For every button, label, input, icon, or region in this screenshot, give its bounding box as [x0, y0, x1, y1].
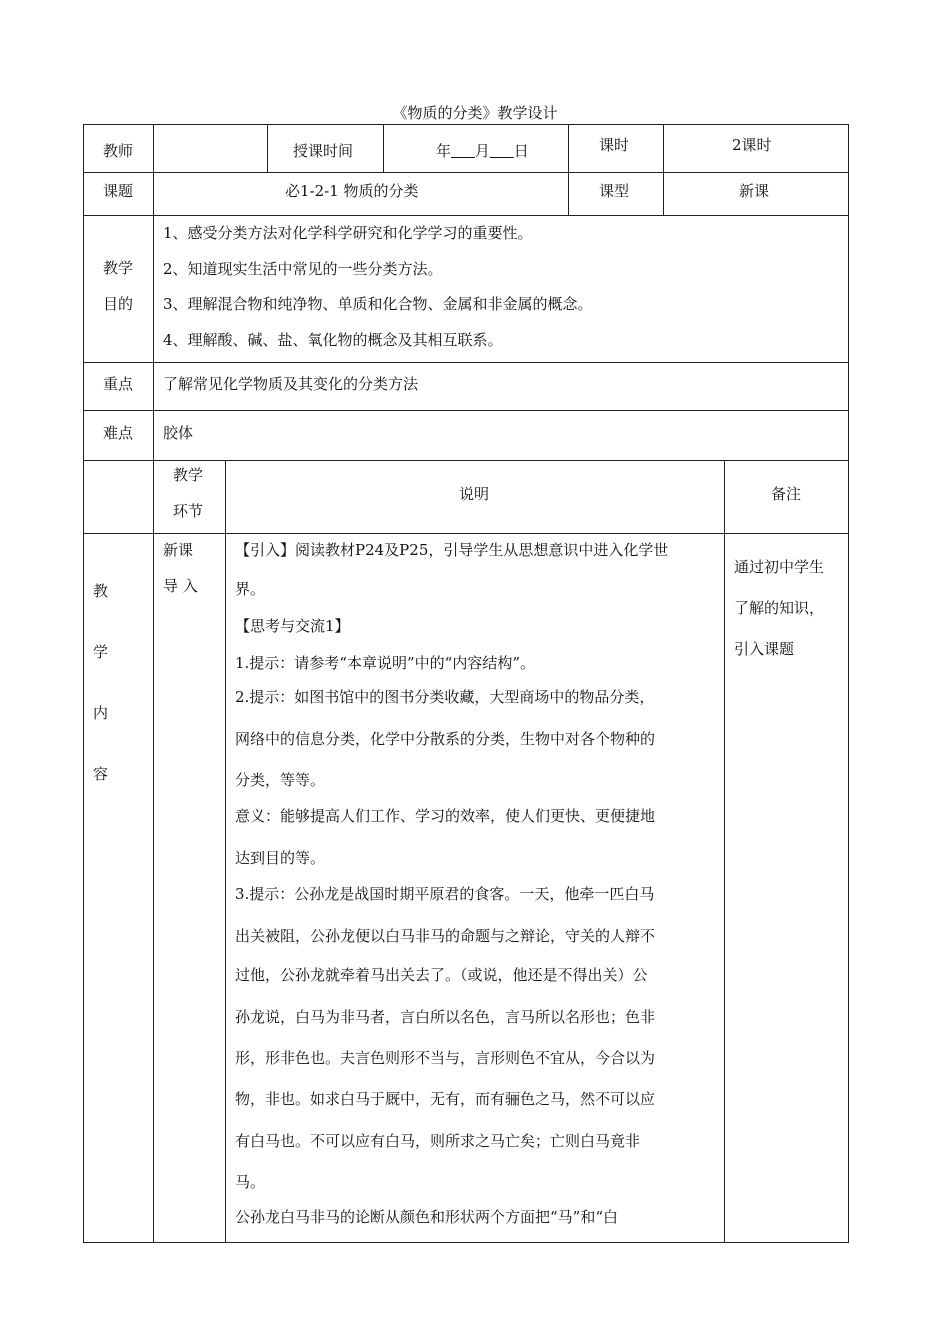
stage-name-1: 新课	[163, 541, 194, 559]
content-line: 物，非也。如求白马于厩中，无有，而有骊色之马，然不可以应	[235, 1090, 656, 1108]
content-line: 意义：能够提高人们工作、学习的效率，使人们更快、更便捷地	[235, 807, 656, 825]
type-label: 课型	[599, 182, 630, 200]
content-line: 3.提示：公孙龙是战国时期平原君的食客。一天，他牵一匹白马	[235, 885, 655, 903]
side-char: 内	[93, 704, 109, 722]
key-point-label: 重点	[103, 375, 134, 393]
side-char: 教	[93, 582, 109, 600]
topic-label: 课题	[103, 182, 134, 200]
objective-item: 4、理解酸、碱、盐、氧化物的概念及其相互联系。	[163, 331, 503, 349]
type-value: 新课	[739, 182, 770, 200]
side-char: 容	[93, 765, 109, 783]
content-line: 过他，公孙龙就牵着马出关去了。（或说，他还是不得出关）公	[235, 966, 648, 984]
content-line: 孙龙说，白马为非马者，言白所以名色，言马所以名形也；色非	[235, 1008, 656, 1026]
content-line: 分类，等等。	[235, 771, 326, 789]
stage-header-1: 教学	[173, 466, 204, 484]
content-line: 马。	[235, 1173, 266, 1191]
note-line: 了解的知识，	[734, 599, 825, 617]
objective-item: 3、理解混合物和纯净物、单质和化合物、金属和非金属的概念。	[163, 295, 593, 313]
side-char: 学	[93, 643, 109, 661]
objectives-label-1: 教学	[103, 259, 134, 277]
difficulty-value: 胶体	[163, 424, 194, 442]
page-title: 《物质的分类》教学设计	[392, 104, 558, 122]
note-header: 备注	[771, 485, 802, 503]
note-line: 引入课题	[734, 640, 795, 658]
date-day: 日	[513, 142, 529, 160]
date-field	[436, 140, 529, 161]
date-month: 月	[474, 142, 490, 160]
teacher-label: 教师	[103, 142, 134, 160]
content-line: 1.提示：请参考“本章说明”中的“内容结构”。	[235, 654, 535, 672]
content-line: 公孙龙白马非马的论断从颜色和形状两个方面把“马”和“白	[235, 1208, 619, 1226]
content-line: 出关被阻，公孙龙便以白马非马的命题与之辩论，守关的人辩不	[235, 927, 656, 945]
time-label: 授课时间	[293, 142, 354, 160]
content-line: 有白马也。不可以应有白马，则所求之马亡矣；亡则白马竟非	[235, 1132, 641, 1150]
desc-header: 说明	[459, 485, 490, 503]
key-point-value: 了解常见化学物质及其变化的分类方法	[163, 375, 419, 393]
content-line: 【思考与交流1】	[235, 617, 350, 635]
content-line: 【引入】阅读教材P24及P25，引导学生从思想意识中进入化学世	[235, 541, 669, 559]
objective-item: 2、知道现实生活中常见的一些分类方法。	[163, 260, 443, 278]
difficulty-label: 难点	[103, 424, 134, 442]
period-value: 2课时	[732, 136, 772, 154]
period-label: 课时	[599, 136, 630, 154]
stage-name-2: 导 入	[163, 577, 198, 595]
date-year: 年	[436, 142, 452, 160]
content-line: 网络中的信息分类，化学中分散系的分类，生物中对各个物种的	[235, 730, 656, 748]
objective-item: 1、感受分类方法对化学科学研究和化学学习的重要性。	[163, 224, 533, 242]
content-line: 2.提示：如图书馆中的图书分类收藏，大型商场中的物品分类，	[235, 688, 655, 706]
content-line: 界。	[235, 580, 266, 598]
stage-header-2: 环节	[173, 502, 204, 520]
topic-value: 必1-2-1 物质的分类	[285, 182, 419, 200]
content-line: 达到目的等。	[235, 849, 326, 867]
note-line: 通过初中学生	[734, 558, 825, 576]
objectives-label-2: 目的	[103, 295, 134, 313]
content-line: 形，形非色也。夫言色则形不当与，言形则色不宜从，今合以为	[235, 1049, 656, 1067]
